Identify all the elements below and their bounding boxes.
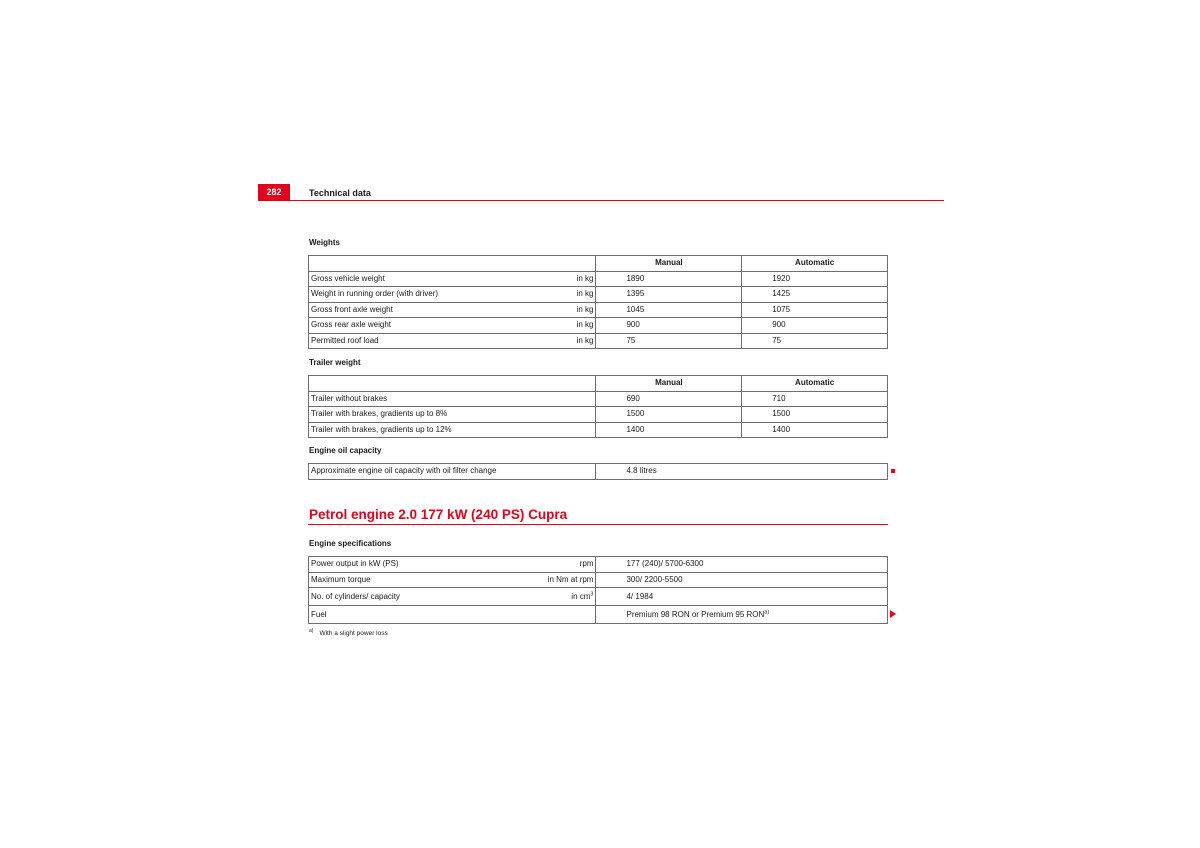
manual-value: 1500 <box>596 407 742 423</box>
automatic-value: 1075 <box>742 302 888 318</box>
weights-table <box>308 255 888 349</box>
weights-title: Weights <box>309 238 340 247</box>
page-header <box>258 184 944 201</box>
row-unit: in kg <box>576 320 594 330</box>
oil-table <box>308 463 888 480</box>
continue-arrow-icon <box>890 610 896 618</box>
chapter-title: Petrol engine 2.0 177 kW (240 PS) Cupra <box>309 507 568 522</box>
header-empty-cell <box>309 256 596 272</box>
table-header-row <box>309 376 888 392</box>
trailer-table <box>308 375 888 438</box>
table-row <box>309 271 888 287</box>
manual-value: 1045 <box>596 302 742 318</box>
spec-value: 177 (240)/ 5700-6300 <box>596 557 888 573</box>
manual-value: 1395 <box>596 287 742 303</box>
manual-value: 1400 <box>596 422 742 438</box>
column-header-automatic: Automatic <box>742 256 888 272</box>
table-header-row <box>309 256 888 272</box>
table-row <box>309 572 888 588</box>
footnote-text: With a slight power loss <box>319 630 388 638</box>
row-unit: in kg <box>576 304 594 314</box>
automatic-value: 900 <box>742 318 888 334</box>
table-row <box>309 407 888 423</box>
row-label: Weight in running order (with driver) <box>311 289 439 299</box>
trailer-title: Trailer weight <box>309 358 361 367</box>
row-label: Gross rear axle weight <box>311 320 392 330</box>
table-row <box>309 391 888 407</box>
end-of-section-marker <box>891 469 895 473</box>
spec-value: Premium 98 RON or Premium 95 RON$^{a)}$ <box>596 606 888 624</box>
automatic-value: 710 <box>742 391 888 407</box>
footnote-mark: a) <box>309 628 314 634</box>
row-label: Permitted roof load <box>311 335 379 345</box>
engine-table <box>308 556 888 624</box>
manual-value: 75 <box>596 333 742 349</box>
row-unit: in $cm^3$ <box>571 590 594 601</box>
engine-title: Engine specifications <box>309 539 392 548</box>
table-row <box>309 588 888 606</box>
row-label: Trailer with brakes, gradients up to 12% <box>309 422 596 438</box>
running-title: Technical data <box>309 188 371 198</box>
table-row <box>309 287 888 303</box>
row-label: Trailer without brakes <box>309 391 596 407</box>
table-row <box>309 333 888 349</box>
row-label: Gross front axle weight <box>311 304 393 314</box>
row-label: No. of cylinders/ capacity <box>311 591 400 601</box>
spec-value: 300/ 2200-5500 <box>596 572 888 588</box>
row-unit: rpm <box>579 559 594 569</box>
automatic-value: 1500 <box>742 407 888 423</box>
row-unit: in Nm at rpm <box>547 574 594 584</box>
footnote <box>309 627 388 638</box>
automatic-value: 1920 <box>742 271 888 287</box>
chapter-rule <box>308 524 888 525</box>
table-row <box>309 557 888 573</box>
table-row <box>309 464 888 480</box>
unit-superscript: 3 <box>590 590 594 597</box>
manual-value: 900 <box>596 318 742 334</box>
header-rule <box>258 200 944 201</box>
row-unit: in kg <box>576 289 594 299</box>
row-label: Approximate engine oil capacity with oil filter change <box>309 464 596 480</box>
header-empty-cell <box>309 376 596 392</box>
oil-title: Engine oil capacity <box>309 446 382 455</box>
manual-value: 690 <box>596 391 742 407</box>
table-row <box>309 318 888 334</box>
row-unit: in kg <box>576 273 594 283</box>
row-label: Trailer with brakes, gradients up to 8% <box>309 407 596 423</box>
column-header-manual: Manual <box>596 256 742 272</box>
spec-value: 4/ 1984 <box>596 588 888 606</box>
manual-value: 1890 <box>596 271 742 287</box>
oil-value: 4.8 litres <box>596 464 888 480</box>
column-header-automatic: Automatic <box>742 376 888 392</box>
automatic-value: 1425 <box>742 287 888 303</box>
row-label: Fuel <box>309 606 596 624</box>
table-row <box>309 302 888 318</box>
row-label: Maximum torque <box>311 574 371 584</box>
table-row <box>309 606 888 624</box>
table-row <box>309 422 888 438</box>
row-unit: in kg <box>576 335 594 345</box>
column-header-manual: Manual <box>596 376 742 392</box>
automatic-value: 1400 <box>742 422 888 438</box>
row-label: Gross vehicle weight <box>311 273 385 283</box>
row-label: Power output in kW (PS) <box>311 559 399 569</box>
page-number: 282 <box>258 184 290 201</box>
automatic-value: 75 <box>742 333 888 349</box>
footnote-reference: a) <box>764 608 770 615</box>
